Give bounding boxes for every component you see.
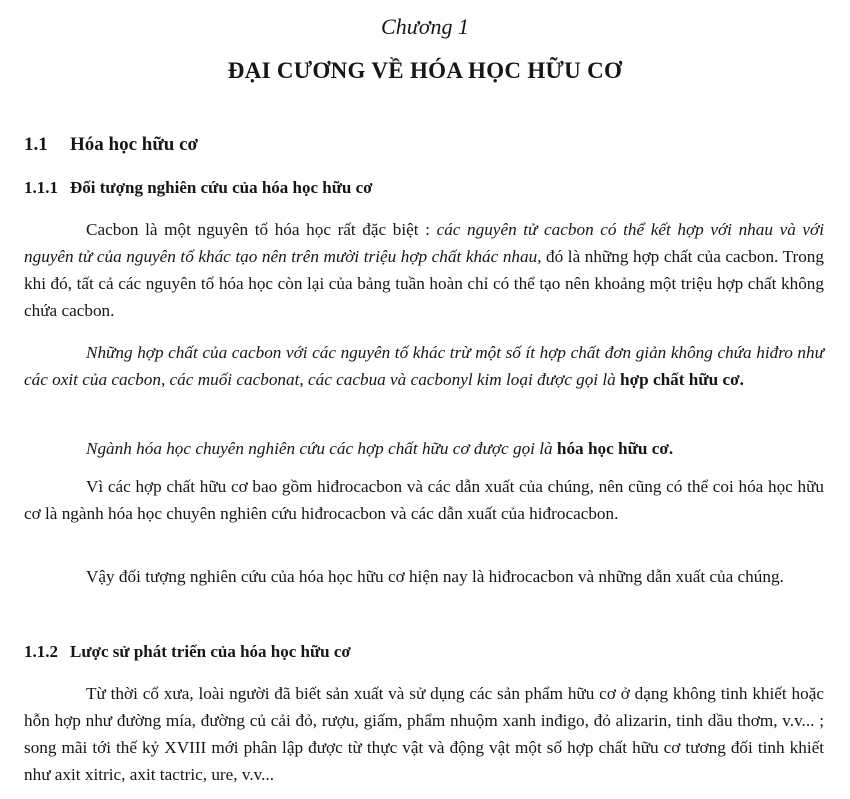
paragraph-1-text-a: Cacbon là một nguyên tố hóa học rất đặc biệt : xyxy=(86,220,437,239)
section-number: 1.1 xyxy=(24,134,48,155)
subsection-title-2: Lược sử phát triển của hóa học hữu cơ xyxy=(70,642,351,661)
paragraph-5: Vậy đối tượng nghiên cứu của hóa học hữu cơ hiện nay là hiđrocacbon và những dẫn xuất của chúng. xyxy=(86,567,784,586)
paragraph-2-italic: Những hợp chất của cacbon với các nguyên tố khác trừ một số ít hợp chất đơn giản không chứa hiđro như các oxit của cacbon, các muối cacbonat, các cacbua và cacbonyl kim loại được gọi là xyxy=(24,343,824,389)
paragraph-1-italic: các nguyên tử cacbon có thể kết hợp với nhau và với nguyên tử của nguyên tố khác tạo nên trên mười triệu hợp chất khác nhau, xyxy=(24,220,824,266)
paragraph-4: Vì các hợp chất hữu cơ bao gồm hiđrocacbon và các dẫn xuất của chúng, nên cũng có thể coi hóa học hữu cơ là ngành hóa học chuyên nghiên cứu hiđrocacbon và các dẫn xuất của hiđrocacbon. xyxy=(24,477,824,523)
paragraph-3-italic: Ngành hóa học chuyên nghiên cứu các hợp chất hữu cơ được gọi là xyxy=(86,439,557,458)
section-title: Hóa học hữu cơ xyxy=(70,134,199,155)
chapter-title: ĐẠI CƯƠNG VỀ HÓA HỌC HỮU CƠ xyxy=(227,58,623,83)
subsection-title-1: Đối tượng nghiên cứu của hóa học hữu cơ xyxy=(70,178,373,197)
paragraph-2 xyxy=(24,339,824,393)
section-heading xyxy=(24,134,198,156)
paragraph-1-text-c: đó là những hợp chất của cacbon. Trong khi đó, tất cả các nguyên tố hóa học còn lại của bảng tuần hoàn chỉ có thể tạo nên khoảng một triệu hợp chất không chứa cacbon. xyxy=(24,247,824,320)
paragraph-2-bold: hợp chất hữu cơ. xyxy=(620,370,744,389)
subsection-number-2: 1.1.2 xyxy=(24,642,58,661)
subsection-number-1: 1.1.1 xyxy=(24,178,58,197)
paragraph-3 xyxy=(24,435,824,462)
paragraph-3-bold: hóa học hữu cơ. xyxy=(556,439,674,458)
paragraph-6: Từ thời cổ xưa, loài người đã biết sản xuất và sử dụng các sản phẩm hữu cơ ở dạng không tinh khiết hoặc hỗn hợp như đường mía, đường củ cải đỏ, rượu, giấm, phẩm nhuộm xanh inđigo, đỏ alizarin, tinh dầu thơm, v.v... ; song mãi tới thế kỷ XVIII mới phân lập được từ thực vật và động vật một số hợp chất hữu cơ tương đối tinh khiết như axit xitric, axit tactric, ure, v.v... xyxy=(24,684,824,784)
paragraph-1 xyxy=(24,216,824,324)
subsection-heading-2 xyxy=(24,642,351,662)
chapter-label: Chương 1 xyxy=(381,14,469,39)
subsection-heading-1 xyxy=(24,178,373,198)
